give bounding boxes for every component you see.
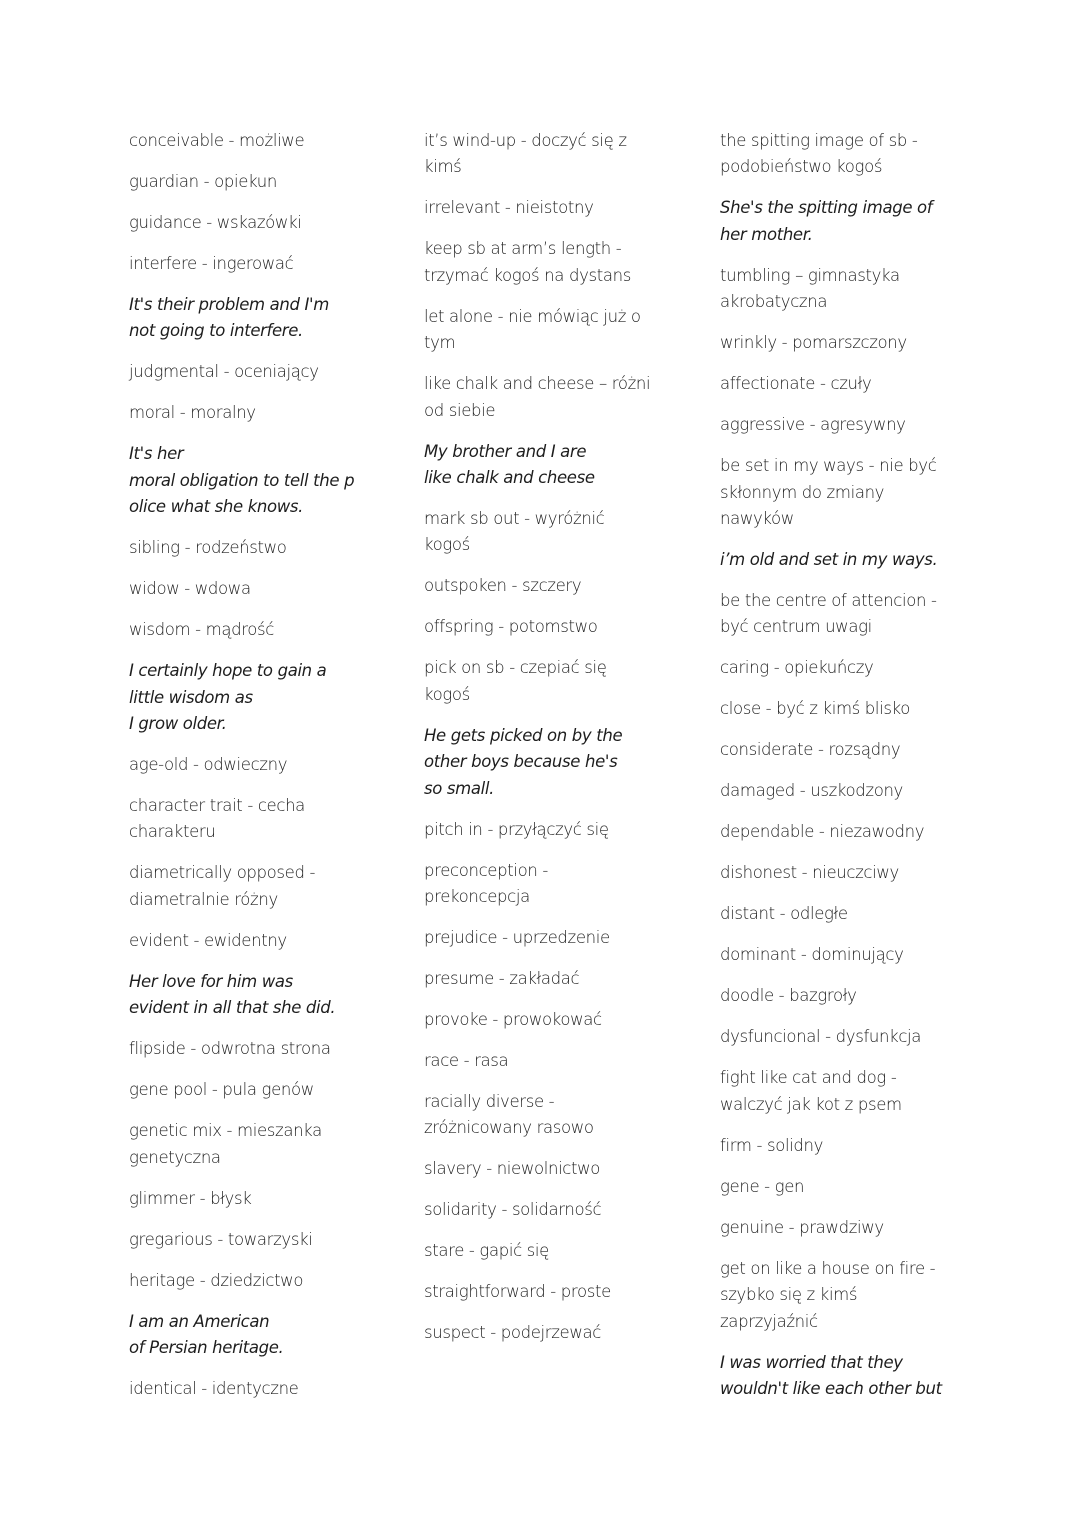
vocabulary-entry: judgmental - oceniający <box>129 362 319 382</box>
vocabulary-entry: moral - moralny <box>129 403 256 423</box>
vocabulary-entry: slavery - niewolnictwo <box>424 1159 601 1179</box>
vocabulary-entry: genuine - prawdziwy <box>720 1217 884 1237</box>
vocabulary-entry: guardian - opiekun <box>129 172 278 191</box>
vocabulary-entry: pitch in - przyłączyć się <box>424 819 609 839</box>
vocabulary-entry: gregarious - towarzyski <box>129 1229 313 1249</box>
example-sentence: It's her moral obligation to tell the p olice what she knows. <box>129 444 355 517</box>
vocabulary-entry: the spitting image of sb - podobieństwo kogoś <box>720 131 918 177</box>
example-sentence: It's their problem and I'm not going to interfere. <box>129 295 329 341</box>
example-sentence: My brother and I are like chalk and cheese <box>424 441 595 488</box>
vocabulary-entry: wrinkly - pomarszczony <box>720 333 907 353</box>
vocabulary-entry: considerate - rozsądny <box>720 740 901 760</box>
vocabulary-entry: interfere - ingerować <box>129 254 294 273</box>
vocabulary-entry: glimmer - błysk <box>129 1188 252 1208</box>
vocabulary-entry: guidance - wskazówki <box>129 213 302 232</box>
vocabulary-entry: heritage - dziedzictwo <box>129 1270 304 1290</box>
vocabulary-entry: suspect - podejrzewać <box>424 1323 601 1343</box>
vocabulary-entry: conceivable - możliwe <box>129 131 305 150</box>
vocabulary-entry: gene pool - pula genów <box>129 1080 314 1100</box>
example-sentence: I am an American of Persian heritage. <box>129 1311 284 1358</box>
example-sentence: I certainly hope to gain a little wisdom as I grow older. <box>129 661 327 734</box>
example-sentence: He gets picked on by the other boys because he's so small. <box>424 725 623 798</box>
vocabulary-entry: prejudice - uprzedzenie <box>424 928 610 948</box>
vocabulary-entry: preconception - prekoncepcja <box>424 860 548 907</box>
vocabulary-entry: flipside - odwrotna strona <box>129 1039 331 1059</box>
example-sentence: Her love for him was evident in all that she did. <box>129 971 336 1018</box>
vocabulary-entry: it’s wind-up - doczyć się z kimś <box>424 131 627 177</box>
vocabulary-entry: mark sb out - wyróżnić kogoś <box>424 509 605 555</box>
vocabulary-entry: dependable - niezawodny <box>720 822 925 842</box>
vocabulary-entry: firm - solidny <box>720 1135 824 1155</box>
vocabulary-entry: doodle - bazgroły <box>720 986 857 1006</box>
vocabulary-entry: provoke - prowokować <box>424 1010 602 1030</box>
example-sentence: I was worried that they wouldn't like each other but <box>720 1352 942 1399</box>
vocabulary-entry: sibling - rodzeństwo <box>129 538 287 558</box>
vocabulary-entry: evident - ewidentny <box>129 930 287 950</box>
example-sentence: She's the spitting image of her mother. <box>720 198 933 244</box>
vocabulary-column-2 <box>424 128 694 1361</box>
vocabulary-entry: be set in my ways - nie być skłonnym do zmiany nawyków <box>720 456 937 529</box>
vocabulary-entry: irrelevant - nieistotny <box>424 198 594 218</box>
vocabulary-entry: like chalk and cheese – różni od siebie <box>424 374 651 420</box>
vocabulary-entry: diametrically opposed - diametralnie różny <box>129 863 316 909</box>
vocabulary-entry: get on like a house on fire - szybko się z kimś zaprzyjaźnić <box>720 1258 936 1331</box>
vocabulary-entry: race - rasa <box>424 1051 509 1071</box>
vocabulary-entry: dishonest - nieuczciwy <box>720 863 899 883</box>
vocabulary-entry: damaged - uszkodzony <box>720 781 903 801</box>
vocabulary-entry: fight like cat and dog - walczyć jak kot z psem <box>720 1068 902 1114</box>
vocabulary-entry: affectionate - czuły <box>720 374 872 394</box>
vocabulary-entry: dominant - dominujący <box>720 945 904 965</box>
vocabulary-entry: wisdom - mądrość <box>129 620 275 640</box>
vocabulary-column-3 <box>720 128 1020 1417</box>
vocabulary-entry: racially diverse - zróżnicowany rasowo <box>424 1092 594 1138</box>
example-sentence: i’m old and set in my ways. <box>720 550 938 570</box>
vocabulary-column-1 <box>129 128 399 1417</box>
vocabulary-entry: widow - wdowa <box>129 579 251 599</box>
vocabulary-entry: stare - gapić się <box>424 1241 549 1261</box>
vocabulary-entry: let alone - nie mówiąc już o tym <box>424 306 641 353</box>
vocabulary-entry: be the centre of attencion - być centrum uwagi <box>720 591 937 637</box>
vocabulary-entry: tumbling – gimnastyka akrobatyczna <box>720 265 900 312</box>
vocabulary-entry: solidarity - solidarność <box>424 1200 602 1220</box>
vocabulary-entry: straightforward - proste <box>424 1282 611 1302</box>
vocabulary-entry: identical - identyczne <box>129 1379 299 1399</box>
vocabulary-entry: genetic mix - mieszanka genetyczna <box>129 1121 322 1167</box>
vocabulary-entry: caring - opiekuńczy <box>720 658 874 678</box>
vocabulary-entry: character trait - cecha charakteru <box>129 796 305 842</box>
vocabulary-entry: distant - odległe <box>720 904 848 924</box>
vocabulary-entry: close - być z kimś blisko <box>720 699 911 719</box>
vocabulary-entry: gene - gen <box>720 1176 805 1196</box>
vocabulary-entry: dysfuncional - dysfunkcja <box>720 1027 922 1047</box>
vocabulary-entry: presume - zakładać <box>424 969 580 989</box>
vocabulary-entry: pick on sb - czepiać się kogoś <box>424 658 607 704</box>
vocabulary-entry: age-old - odwieczny <box>129 755 288 775</box>
vocabulary-entry: offspring - potomstwo <box>424 617 598 637</box>
vocabulary-entry: keep sb at arm’s length - trzymać kogoś na dystans <box>424 239 631 285</box>
vocabulary-entry: aggressive - agresywny <box>720 415 906 435</box>
vocabulary-entry: outspoken - szczery <box>424 576 582 596</box>
